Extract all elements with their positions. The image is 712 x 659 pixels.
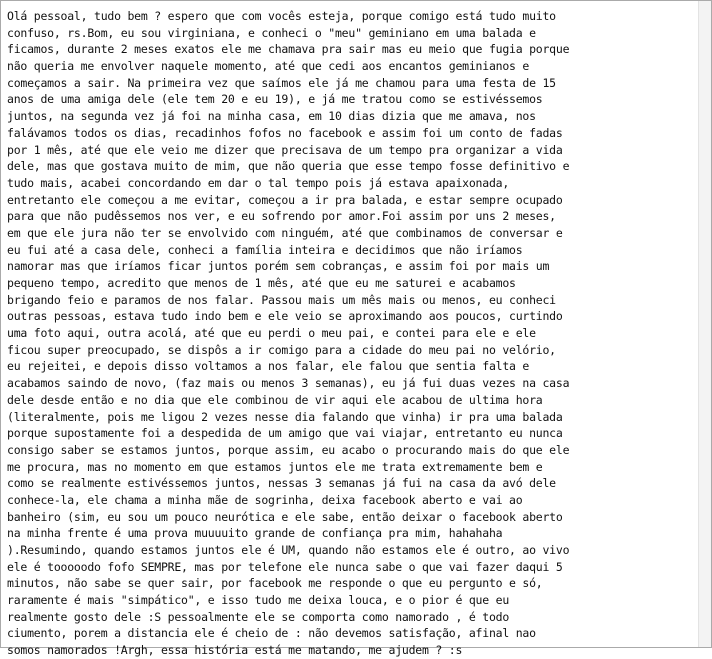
text-line: consigo saber se estamos juntos, porque assim, eu acabo o procurando mais do que ele	[7, 442, 570, 457]
text-line: não queria me envolver naquele momento, até que cedi aos encantos geminianos e	[7, 59, 530, 74]
text-line: dele, mas que gostava muito de mim, que não queria que esse tempo fosse definitivo e	[7, 159, 570, 174]
text-line: anos de uma amiga dele (ele tem 20 e eu 19), e já me tratou como se estivéssemos	[7, 92, 543, 107]
text-line: por 1 mês, até que ele veio me dizer que precisava de um tempo pra organizar a vida	[7, 142, 563, 157]
text-line: juntos, na segunda vez já foi na minha casa, em 10 dias dizia que me amava, nos	[7, 109, 536, 124]
text-line: me procura, mas no momento em que estamos juntos ele me trata extremamente bem e	[7, 459, 543, 474]
text-line: acabamos saindo de novo, (faz mais ou menos 3 semanas), eu já fui duas vezes na casa	[7, 376, 570, 391]
text-line: brigando feio e paramos de nos falar. Passou mais um mês mais ou menos, eu conheci	[7, 292, 556, 307]
text-line: Olá pessoal, tudo bem ? espero que com vocês esteja, porque comigo está tudo muito	[7, 9, 556, 23]
text-line: ciumento, porem a distancia ele é cheio de : não devemos satisfação, afinal nao	[7, 626, 536, 641]
text-line: em que ele jura não ter se envolvido com ninguém, até que combinamos de conversar e	[7, 225, 563, 240]
text-line: na minha frente é uma prova muuuuito grande de confiança pra mim, hahahaha	[7, 526, 503, 541]
text-line: pequeno tempo, acredito que menos de 1 mês, até que eu me saturei e acabamos	[7, 276, 516, 290]
text-line: ficamos, durante 2 meses exatos ele me chamava pra sair mas eu meio que fugia porque	[7, 42, 570, 57]
text-line: dele desde então e no dia que ele combinou de vir aqui ele acabou de ultima hora	[7, 392, 543, 407]
text-line: namorar mas que iríamos ficar juntos porém sem cobranças, e assim foi por mais um	[7, 259, 550, 274]
text-line: tudo mais, acabei concordando em dar o tal tempo pois já estava apaixonada,	[7, 175, 510, 190]
text-line: como se realmente estivéssemos juntos, nessas 3 semanas já fui na casa da avó dele	[7, 476, 556, 491]
text-line: porque supostamente foi a despedida de um amigo que vai viajar, entretanto eu nunca	[7, 426, 563, 441]
text-line: ele é tooooodo fofo SEMPRE, mas por telefone ele nunca sabe o que vai fazer daqui 5	[7, 559, 563, 574]
text-line: (literalmente, pois me ligou 2 vezes nesse dia falando que vinha) ir pra uma balada	[7, 409, 563, 424]
text-line: ficou super preocupado, se dispôs a ir comigo para a cidade do meu pai no velório,	[7, 342, 556, 357]
post-text-area[interactable]	[1, 1, 698, 658]
text-line: confuso, rs.Bom, eu sou virginiana, e conheci o "meu" geminiano em uma balada e	[7, 25, 536, 40]
text-line: para que não pudêssemos nos ver, e eu sofrendo por amor.Foi assim por uns 2 meses,	[7, 209, 556, 224]
text-line: realmente gosto dele :S pessoalmente ele se comporta como namorado , é todo	[7, 609, 510, 624]
text-line: somos namorados !Argh, essa história está me matando, me ajudem ? :s	[7, 643, 463, 658]
text-line: minutos, não sabe se quer sair, por facebook me responde o que eu pergunto e só,	[7, 576, 543, 591]
vertical-scrollbar[interactable]	[698, 1, 711, 647]
text-line: uma foto aqui, outra acolá, até que eu perdi o meu pai, e contei para ele e ele	[7, 326, 536, 341]
text-line: eu rejeitei, e depois disso voltamos a nos falar, ele falou que sentia falta e	[7, 359, 530, 374]
text-line: falávamos todos os dias, recadinhos fofos no facebook e assim foi um conto de fadas	[7, 125, 563, 140]
text-line: eu fui até a casa dele, conheci a família inteira e decidimos que não iríamos	[7, 242, 523, 257]
text-line: entretanto ele começou a me evitar, começou a ir pra balada, e estar sempre ocupado	[7, 192, 563, 207]
text-line: banheiro (sim, eu sou um pouco neurótica e ele sabe, então deixar o facebook aberto	[7, 509, 563, 524]
text-line: conhece-la, ele chama a minha mãe de sogrinha, deixa facebook aberto e vai ao	[7, 492, 523, 507]
text-line: raramente é mais "simpático", e isso tudo me deixa louca, e o pior é que eu	[7, 593, 510, 608]
text-line: ).Resumindo, quando estamos juntos ele é UM, quando não estamos ele é outro, ao vivo	[7, 543, 570, 557]
text-line: outras pessoas, estava tudo indo bem e ele veio se aproximando aos poucos, curtindo	[7, 309, 563, 324]
text-line: começamos a sair. Na primeira vez que saímos ele já me chamou para uma festa de 15	[7, 75, 556, 90]
